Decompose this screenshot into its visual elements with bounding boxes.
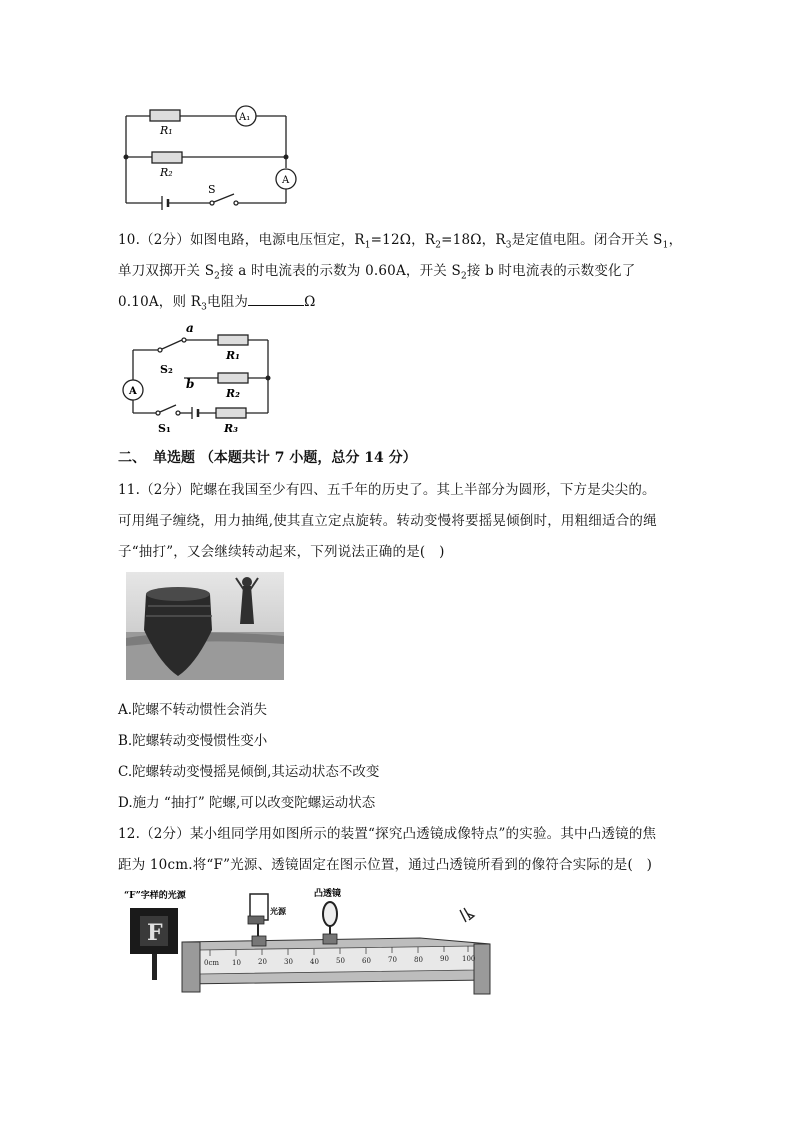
ruler-tick-90: 90 (440, 955, 449, 963)
q11-line-2: 可用绳子缠绕，用力抽绳,使其直立定点旋转。转动变慢将要摇晃倾倒时，用粗细适合的绳 (118, 513, 657, 529)
light-source-label: 光源 (270, 906, 286, 916)
r1-label: R₁ (160, 124, 173, 137)
option-b[interactable]: B.陀螺转动变慢惯性变小 (118, 733, 268, 749)
q12-line-2: 距为 10cm.将“F”光源、透镜固定在图示位置，通过凸透镜所看到的像符合实际的是( ) (118, 857, 653, 873)
option-c[interactable]: C.陀螺转动变慢摇晃倾倒,其运动状态不改变 (118, 764, 380, 780)
f-source-label: “F”字样的光源 (124, 891, 186, 901)
ruler-tick-40: 40 (310, 958, 319, 966)
q10-line-3: 0.10A，则 $R_3$电阻为 Ω (118, 294, 316, 313)
optical-bench-figure (120, 884, 492, 996)
option-a[interactable]: A.陀螺不转动惯性会消失 (118, 702, 268, 718)
ammeter-label: A (129, 386, 137, 397)
ruler-tick-20: 20 (258, 958, 267, 966)
q11-line-3: 子“抽打”，又会继续转动起来，下列说法正确的是( ) (118, 544, 445, 560)
spinning-top-photo (126, 572, 284, 680)
q10-line-2: 单刀双掷开关 $S_2$接 a 时电流表的示数为 0.60A，开关 $S_2$接 b 时电流表的示数变化了 (118, 263, 636, 282)
lens-label: 凸透镜 (314, 889, 342, 899)
circuit-figure-2 (118, 318, 278, 436)
ruler-tick-60: 60 (362, 957, 371, 965)
r2-label: R₂ (160, 166, 173, 179)
contact-b-label: b (186, 377, 195, 391)
f-letter: F (147, 920, 163, 946)
contact-a-label: a (186, 321, 194, 335)
s1-label: S₁ (158, 422, 171, 435)
s2-label: S₂ (160, 363, 173, 376)
section-title: 二、 单选题 （本题共计 7 小题，总分 14 分） (118, 450, 417, 466)
ruler-tick-10: 10 (232, 959, 241, 967)
q12-line-1: 12.（2分）某小组同学用如图所示的装置“探究凸透镜成像特点”的实验。其中凸透镜的焦 (118, 826, 657, 842)
ruler-tick-80: 80 (414, 956, 423, 964)
ruler-tick-50: 50 (336, 957, 345, 965)
option-d[interactable]: D.施力 “抽打” 陀螺,可以改变陀螺运动状态 (118, 795, 376, 811)
q10-line-1: 10.（2分）如图电路，电源电压恒定，$R_1=12\Omega$，$R_2=18\Omega$，$R_3$是定值电阻。闭合开关 $S_1$， (118, 232, 683, 251)
r2-label: R₂ (226, 387, 240, 400)
circuit-figure-1 (118, 96, 298, 216)
answer-blank[interactable] (248, 293, 304, 306)
ruler-tick-0: 0cm (204, 959, 220, 967)
ammeter-a1-label: A₁ (239, 112, 251, 123)
r3-label: R₃ (224, 422, 238, 435)
ruler-tick-70: 70 (388, 956, 397, 964)
ammeter-a-label: A (282, 175, 290, 186)
r1-label: R₁ (226, 349, 240, 362)
q11-line-1: 11.（2分）陀螺在我国至少有四、五千年的历史了。其上半部分为圆形，下方是尖尖的。 (118, 482, 656, 498)
ruler-tick-30: 30 (284, 958, 293, 966)
switch-label: S (208, 183, 216, 196)
ruler-tick-100: 100 (462, 955, 476, 963)
